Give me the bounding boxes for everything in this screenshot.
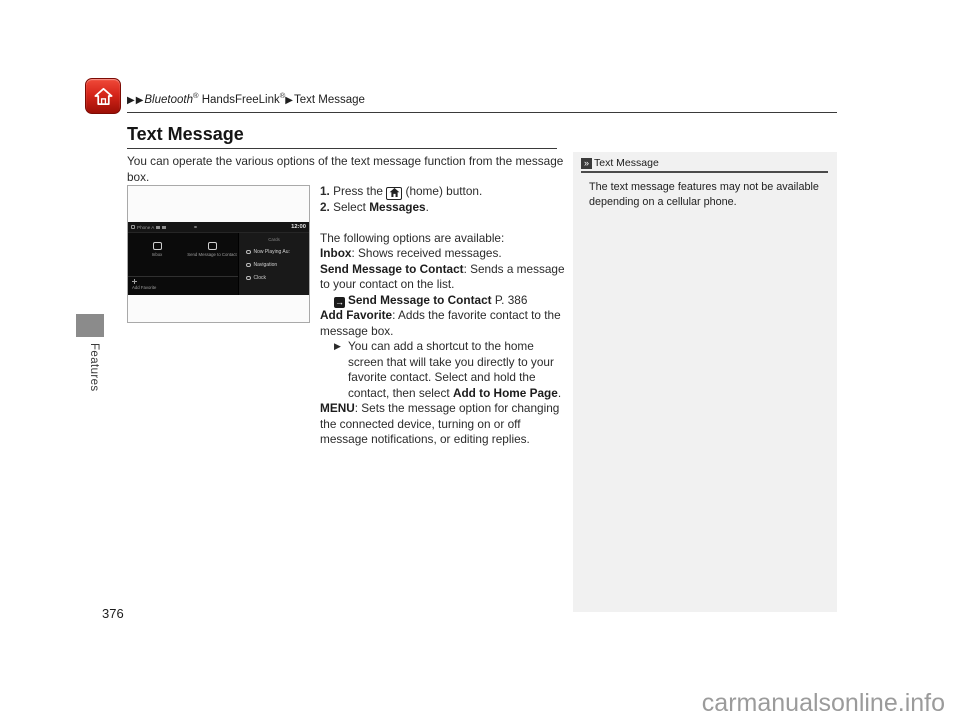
signal-icon [162,226,166,229]
house-glyph [92,85,115,108]
option-desc: : Sends a message to your contact on the list. [320,261,565,291]
breadcrumb-handsfreelink: HandsFreeLink [198,93,280,106]
tip-text: You can add a shortcut to the home screen that will take you directly to your favorite contact. Select and hold the contact, then select [348,339,554,400]
registered-mark: ® [193,91,199,100]
status-phone-label: Phone A [137,224,155,230]
option-desc: : Adds the favorite contact to the message box. [320,308,561,338]
breadcrumb-bluetooth: Bluetooth [144,93,193,106]
infotainment-figure [127,185,310,323]
breadcrumb-arrow-icon: ▶ [285,94,294,106]
tip-text: . [557,385,562,400]
instructions-column [320,184,568,448]
breadcrumb-arrows-icon: ▶▶ [127,94,145,106]
battery-icon [156,226,160,229]
clock-icon [246,276,251,281]
chapter-tab-marker [76,314,104,337]
option-name: Add Favorite [320,308,393,322]
sidebar-note-box [573,152,837,612]
page-title: Text Message [127,124,244,144]
screen-status-bar [128,222,309,233]
option-send-message [320,262,568,293]
card-item-label: Now Playing Au: [253,249,290,255]
bullet-triangle-icon: ▶ [334,341,341,351]
plus-icon [132,279,137,284]
option-name: Inbox [320,246,352,260]
card-item-now-playing [246,249,309,255]
clock-time: 12:00 [291,224,306,230]
chapter-tab-label: Features [88,343,100,392]
tip-bold-text: Add to Home Page [452,385,558,400]
cards-label: Cards [268,237,280,242]
card-item-label: Navigation [253,262,278,268]
screen-tile-inbox [137,242,177,257]
infotainment-screen [128,222,309,295]
header-divider [127,112,837,113]
breadcrumb [127,91,365,106]
message-bubble-icon [208,242,217,250]
registered-mark: ® [279,91,286,100]
sidebar-note-text: The text message features may not be available depending on a cellular phone. [589,181,819,208]
watermark-link[interactable]: carmanualsonline.info [701,689,945,717]
add-favorite-button [132,279,156,290]
screen-divider [128,276,238,277]
bluetooth-status-icon [194,226,197,229]
step-number: 2. [320,200,330,214]
step-text: (home) button. [402,184,483,198]
step-bold-text: Messages [369,200,426,214]
reference-arrow-icon: → [335,297,344,307]
card-item-clock [246,275,309,281]
step-2 [320,200,568,216]
option-inbox [320,246,568,262]
options-lead: The following options are available: [320,230,505,245]
option-name: Send Message to Contact [320,261,464,276]
tip-note [334,339,568,401]
step-number: 1. [320,184,330,198]
card-item-label: Clock [253,275,267,281]
page-number: 376 [102,606,124,621]
home-icon[interactable] [85,78,121,114]
option-name: MENU [320,401,355,415]
step-text: Press the [329,184,387,198]
reference-page: P. 386 [491,292,528,307]
step-text: Select [329,200,370,214]
title-divider [127,148,557,149]
step-1 [320,184,568,200]
sidebar-header [581,157,828,173]
audio-icon [246,250,251,255]
intro-paragraph: You can operate the various options of the text message function from the message box. [127,154,564,184]
step-text: . [425,200,429,214]
note-reference-icon: » [581,158,592,169]
add-favorite-label: Add Favorite [132,285,157,290]
card-item-navigation [246,262,309,268]
cross-reference-link[interactable] [334,293,568,309]
navigation-icon [246,263,251,268]
home-button-icon [386,187,402,200]
screen-tile-send-message [177,242,247,257]
screen-cards-panel [238,233,309,295]
option-menu [320,401,568,448]
option-add-favorite [320,308,568,339]
reference-label: Send Message to Contact [348,292,492,307]
tile-label: Inbox [151,252,163,257]
phone-icon [131,225,135,229]
sidebar-title: Text Message [594,157,659,169]
inbox-icon [153,242,162,250]
breadcrumb-current: Text Message [293,93,365,106]
tile-label: Send Message to Contact [187,252,237,257]
option-desc: : Sets the message option for changing the connected device, turning on or off message notifications, or editing replies. [320,401,560,446]
option-desc: : Shows received messages. [351,246,502,260]
